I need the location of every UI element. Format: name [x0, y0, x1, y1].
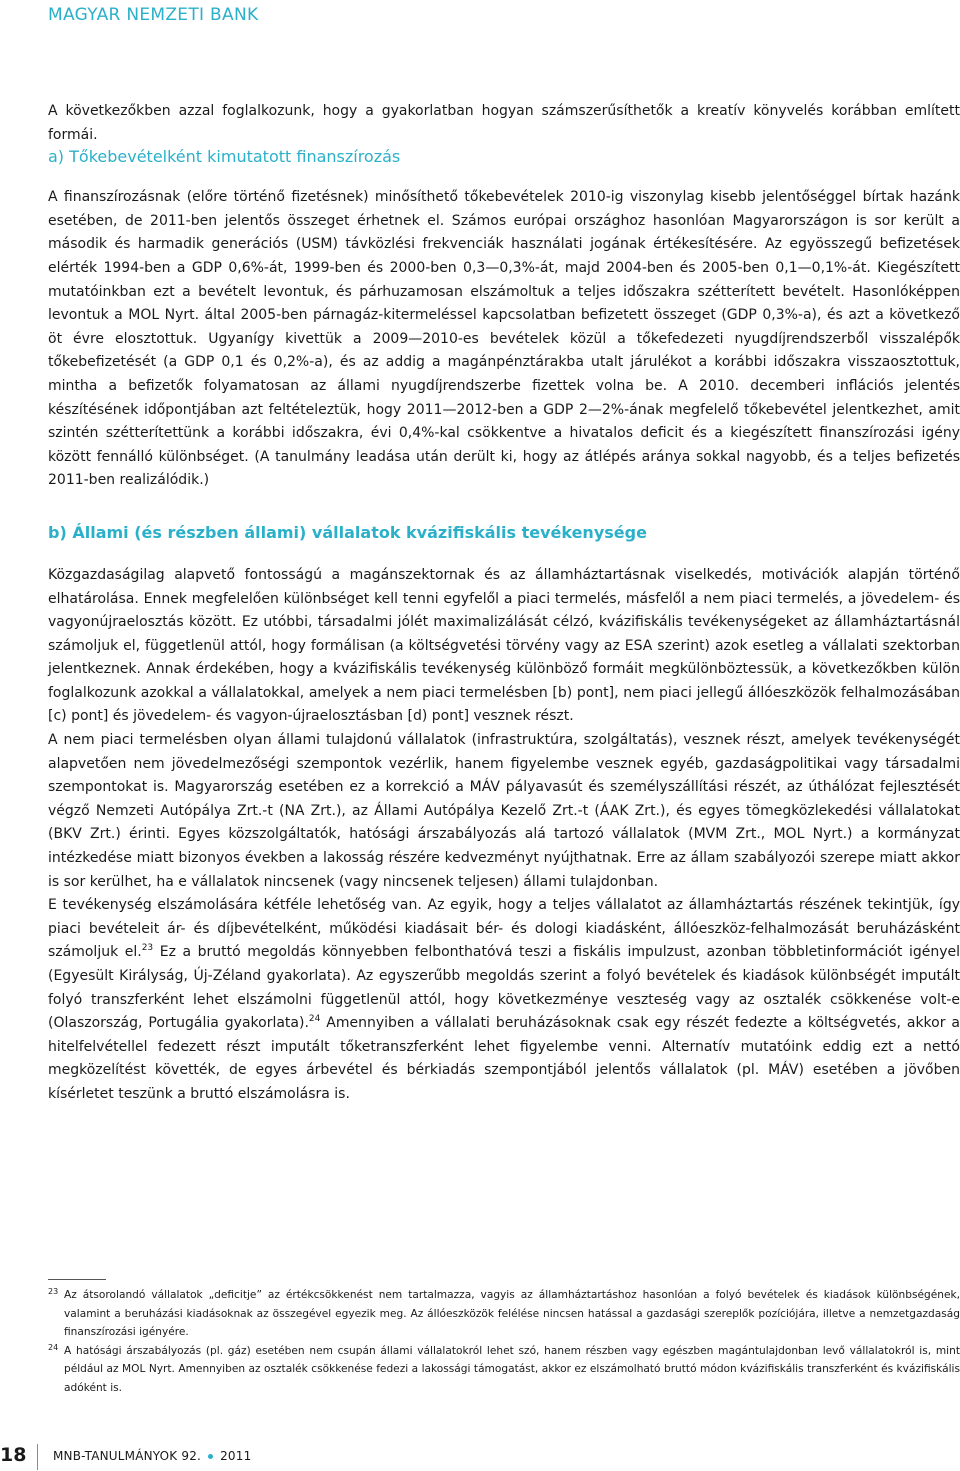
footnote-ref-23[interactable]: 23	[141, 942, 154, 953]
publication-title: MNB-TANULMÁNYOK 92.	[53, 1449, 202, 1463]
footnote-ref-24[interactable]: 24	[308, 1013, 321, 1024]
publication-info	[53, 1449, 251, 1463]
footnote-text: Az átsorolandó vállalatok „deficitje” az értékcsökkenést nem tartalmazza, vagyis az államháztartáshoz hasonlóan a folyó bevételek és kiadások különbségének, valamint a beruházási kiadásoknak az összegével egyezik meg. Az állóeszközök felélése nincsen hatással a gazdasági szereplők pozíciójára, illetve a nemzetgazdaság finanszírozási igényére.	[64, 1289, 960, 1338]
footnote-number: 24	[48, 1342, 59, 1352]
footer-divider	[37, 1444, 38, 1470]
page-number: 18	[0, 1444, 27, 1466]
footnote-23	[48, 1286, 960, 1342]
section-b-heading: b) Állami (és részben állami) vállalatok kvázifiskális tevékenysége	[48, 522, 647, 542]
publication-year: 2011	[220, 1449, 252, 1463]
footnotes	[48, 1286, 960, 1397]
footnote-24	[48, 1342, 960, 1398]
paragraph-text: Ez a bruttó megoldás könnyebben felbonthatóvá teszi a fiskális impulzust, azonban többletinformációt igényel (Egyesült Királyság, Új-Zéland gyakorlata). Az egyszerűbb megoldás szerint a folyó bevételek és kiadások különbségét imputált folyó transzferként lehet elszámolni függetlenül attól, hogy következménye veszteség vagy az osztalék csökkenése volt-e (Olaszország, Portugália gyakorlata).	[48, 944, 960, 1032]
paragraph-text: Amennyiben a vállalati beruházásoknak csak egy részét fedezte a költségvetés, akkor a hitelfelvétellel fedezett részt imputált tőketranszferként lehet figyelembe venni. Alternatív mutatóink eddig ezt a nettó megközelítést követték, de egyes árbevétel és bérkiadás szempontjából jelentős vállalatok (pl. MÁV) esetében a jövőben kísérletet teszünk a bruttó elszámolásra is.	[48, 1015, 960, 1102]
section-b-paragraph-2: A nem piaci termelésben olyan állami tulajdonú vállalatok (infrastruktúra, szolgáltatás), vesznek részt, amelyek tevékenységét alapvetően nem jövedelmezőségi szempontok vezérlik, hanem figyelembe vesznek egyéb, gazdaságpolitikai vagy társadalmi szempontokat is. Magyarország esetében ez a korrekció a MÁV pályavasút és személyszállítási részét, az úthálózat fejlesztését végző Nemzeti Autópálya Zrt.-t (NA Zrt.), az Állami Autópálya Kezelő Zrt.-t (ÁAK Zrt.), és egyes tömegközlekedési vállalatokat (BKV Zrt.) érinti. Egyes közszolgáltatók, hatósági árszabályozás alá tartozó vállalatok (MVM Zrt., MOL Nyrt.) a kormányzat intézkedése miatt bizonyos években a lakosság részére kedvezményt nyújthatnak. Erre az állam szabályozói szerepe miatt akkor is sor kerülhet, ha e vállalatok nincsenek (vagy nincsenek teljesen) állami tulajdonban.	[48, 732, 960, 890]
footnote-divider	[48, 1279, 106, 1280]
page-footer	[0, 1444, 300, 1471]
running-header: MAGYAR NEMZETI BANK	[48, 5, 259, 25]
footnote-text: A hatósági árszabályozás (pl. gáz) esetében nem csupán állami vállalatokról lehet szó, hanem részben vagy egészben magántulajdonban levő vállalatokról is, mint például az MOL Nyrt. Amennyiben az osztalék csökkenése fedezi a lakossági támogatást, akkor ez elszámolható bruttó módon kvázifiskális transzferként és kvázifiskális adóként is.	[64, 1344, 960, 1394]
main-content	[48, 100, 960, 1107]
section-a-heading: a) Tőkebevételként kimutatott finanszírozás	[48, 147, 401, 167]
intro-paragraph: A következőkben azzal foglalkozunk, hogy a gyakorlatban hogyan számszerűsíthetők a kreatív könyvelés korábban említett formái.	[48, 103, 960, 143]
paragraph-text: E tevékenység elszámolására kétféle lehetőség van. Az egyik, hogy a teljes vállalatot az államháztartás részének tekintjük, így piaci bevételeit ár- és díjbevételként, működési kiadásait bér- és dologi kiadásként, állóeszköz-felhalmozását beruházásként számoljuk el.	[48, 897, 960, 961]
section-b-paragraph-1: Közgazdaságilag alapvető fontosságú a magánszektornak és az államháztartásnak viselkedés, motivációk alapján történő elhatárolása. Ennek megfelelően különbséget kell tenni egyfelől a piaci termelés, másfelől a nem piaci termelés, a jövedelem- és vagyonújraelosztás között. Ez utóbbi, társadalmi jólét maximalizálását célzó, kvázifiskális tevékenységeket az államháztartásnál számoljuk el, függetlenül attól, hogy formálisan (a költségvetési törvény vagy az ESA szerint) azok esetleg a vállalati szektorban jelentkeznek. Annak érdekében, hogy a kvázifiskális tevékenység különböző formáit megkülönböztessük, a következőkben külön foglalkozunk azokkal a vállalatokkal, amelyek a nem piaci termelésben [b) pont], nem piaci jellegű állóeszközök felhalmozásában [c) pont] és jövedelem- és vagyon-újraelosztásban [d) pont] vesznek részt.	[48, 566, 960, 725]
footnote-number: 23	[48, 1287, 59, 1296]
bullet-dot-icon	[208, 1454, 213, 1459]
section-a-paragraph: A finanszírozásnak (előre történő fizetésnek) minősíthető tőkebevételek 2010-ig viszonylag kisebb jelentőséggel bírtak hazánk esetében, de 2011-ben jelentős összeget érhetnek el. Számos európai országhoz hasonlóan Magyarországon is sor került a második és harmadik generációs (USM) távközlési frekvenciák használati jogának értékesítésére. Az egyösszegű befizetések elérték 1994-ben a GDP 0,6%-át, 1999-ben és 2000-ben 0,3—0,3%-át, majd 2004-ben és 2005-ben 0,1—0,1%-át. Kiegészített mutatóinkban ezt a bevételt levontuk, és párhuzamosan elszámoltuk a teljes időszakra szétterített bevételt. Hasonlóképpen levontuk a MOL Nyrt. által 2005-ben párnagáz-kitermeléssel kapcsolatban befizetett összeget (GDP 0,3%-a), és azt a következő öt évre elosztottuk. Ugyanígy kivettük a 2009—2010-es bevételek közül a tőkefedezeti nyugdíjrendszerből visszalépők tőkebefizetését (a GDP 0,1 és 0,2%-a), és az addig a magánpénztárakba utalt járulékot a korábbi időszakra visszaosztottuk, mintha a befizetők folyamatosan az állami nyugdíjrendszerbe fizettek volna be. A 2010. decemberi inflációs jelentés készítésének időpontjában azt feltételeztük, hogy 2011—2012-ben a GDP 2—2%-ának megfelelő tőkebevétel jelentkezhet, amit szintén szétterítettünk a korábbi időszakra, évi 0,4%-kal csökkentve a hivatalos deficit és a kiegészített finanszírozási igény között fennálló különbséget. (A tanulmány leadása után derült ki, hogy az átlépés aránya sokkal nagyobb, és a teljes befizetés 2011-ben realizálódik.)	[48, 189, 960, 489]
section-b-paragraph-3	[48, 894, 960, 1106]
